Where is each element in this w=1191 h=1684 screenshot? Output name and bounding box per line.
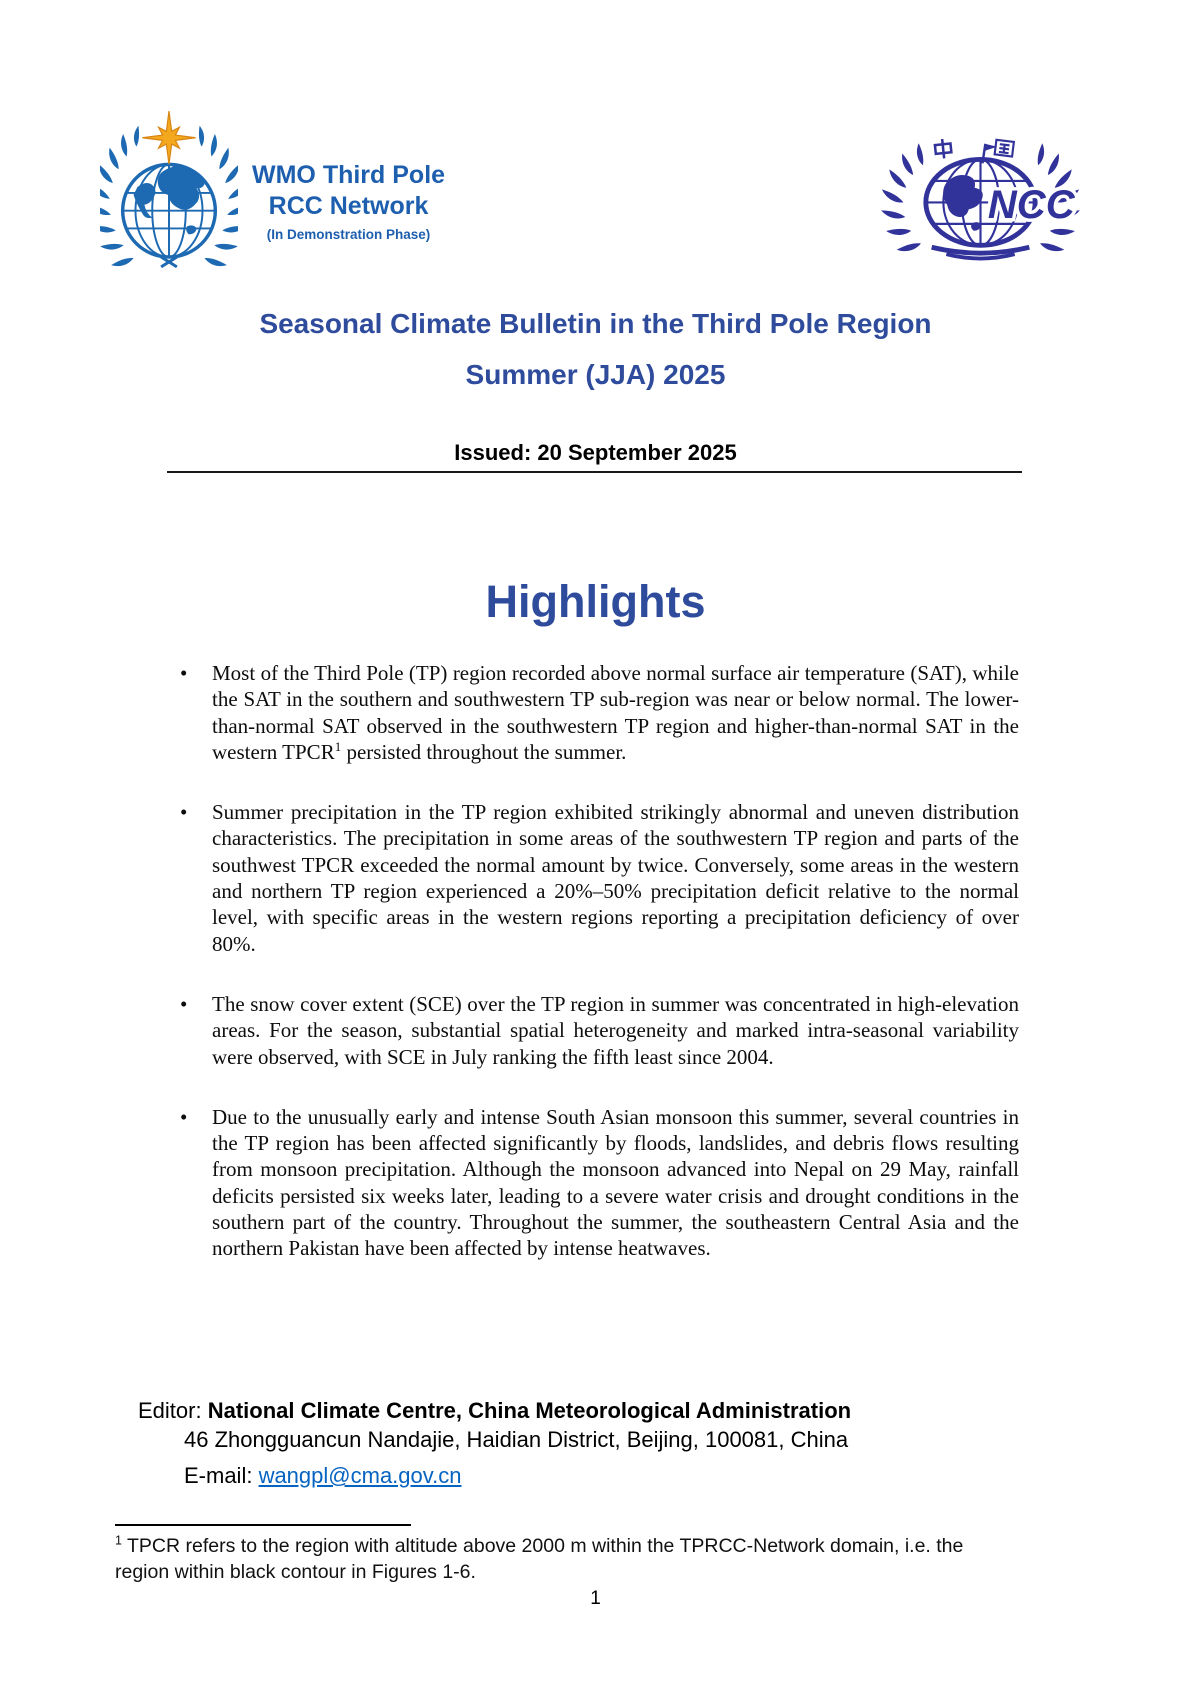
header-divider <box>167 471 1022 473</box>
highlight-item-2 <box>177 799 1019 957</box>
highlight-item-4 <box>177 1104 1019 1262</box>
editor-address: 46 Zhongguancun Nandajie, Haidian District, Beijing, 100081, China <box>184 1427 849 1452</box>
wmo-logo-line2: RCC Network <box>268 192 429 220</box>
highlight-1-text-after: persisted throughout the summer. <box>341 739 627 764</box>
highlights-heading: Highlights <box>485 576 706 627</box>
editor-organization: National Climate Centre, China Meteorological Administration <box>207 1398 852 1423</box>
document-title: Seasonal Climate Bulletin in the Third Pole Region <box>259 308 932 339</box>
footnote-block <box>115 1524 1010 1585</box>
editor-block <box>138 1396 1038 1490</box>
wmo-globe-wreath-star-icon <box>100 110 238 273</box>
footnote-separator <box>115 1524 411 1526</box>
editor-label: Editor: <box>138 1398 208 1423</box>
document-title-block <box>0 306 1191 393</box>
highlight-item-1 <box>177 660 1019 765</box>
ncc-wordmark: NCC <box>987 183 1075 228</box>
wmo-logo-line1: WMO Third Pole <box>252 161 446 189</box>
editor-email-link[interactable]: wangpl@cma.gov.cn <box>258 1463 462 1488</box>
footnote-text: TPCR refers to the region with altitude above 2000 m within the TPRCC-Network domain, i.e. the region within black contour in Figures 1-6. <box>115 1535 964 1583</box>
footnote-reference-mark: 1 <box>334 738 342 754</box>
page-number: 1 <box>590 1588 601 1609</box>
highlight-3-text: The snow cover extent (SCE) over the TP region in summer was concentrated in high-elevation areas. For the season, substantial spatial heterogeneity and marked intra-seasonal variability were observed, with SCE in July ranking the fifth least since 2004. <box>212 991 1019 1069</box>
highlight-1-text: Most of the Third Pole (TP) region recorded above normal surface air temperature (SAT), while the SAT in the southern and southwestern TP sub-region was near or below normal. The lower-than-normal SAT observed in the southwestern TP region and higher-than-normal SAT in the western TPCR <box>212 661 1019 764</box>
highlight-4-text: Due to the unusually early and intense South Asian monsoon this summer, several countries in the TP region has been affected significantly by floods, landslides, and debris flows resulting from monsoon precipitation. Although the monsoon advanced into Nepal on 29 May, rainfall deficits persisted six weeks later, leading to a severe water crisis and drought conditions in the southern part of the country. Throughout the summer, the southeastern Central Asia and the northern Pakistan have been affected by intense heatwaves. <box>212 1104 1019 1261</box>
ncc-logo-icon <box>878 134 1083 267</box>
email-label: E-mail: <box>184 1463 259 1488</box>
bullet-dot-icon: • <box>180 991 188 1016</box>
issued-date: Issued: 20 September 2025 <box>454 440 737 465</box>
zhong-character <box>934 138 952 159</box>
bullet-dot-icon: • <box>180 1104 188 1129</box>
footnote-text-line <box>115 1533 1010 1585</box>
wmo-logo-subtitle: (In Demonstration Phase) <box>266 227 431 242</box>
wmo-star <box>142 111 195 164</box>
highlights-list <box>177 660 1019 1296</box>
editor-line <box>138 1396 1038 1425</box>
wmo-logo-block <box>100 110 445 273</box>
wmo-logo-text <box>252 160 445 242</box>
highlight-2-text: Summer precipitation in the TP region exhibited strikingly abnormal and uneven distribution characteristics. The precipitation in some areas of the southwestern TP region and parts of the southwest TPCR exceeded the normal amount by twice. Conversely, some areas in the western and northern TP region experienced a 20%–50% precipitation deficit relative to the normal level, with specific areas in the western regions reporting a precipitation deficiency of over 80%. <box>212 800 1019 956</box>
guo-character <box>995 140 1014 157</box>
highlight-item-3 <box>177 991 1019 1070</box>
editor-email-row <box>184 1461 1038 1490</box>
footnote-number: 1 <box>115 1533 122 1548</box>
bullet-dot-icon: • <box>180 661 188 685</box>
bullet-dot-icon: • <box>180 800 188 825</box>
document-subtitle: Summer (JJA) 2025 <box>465 359 726 390</box>
